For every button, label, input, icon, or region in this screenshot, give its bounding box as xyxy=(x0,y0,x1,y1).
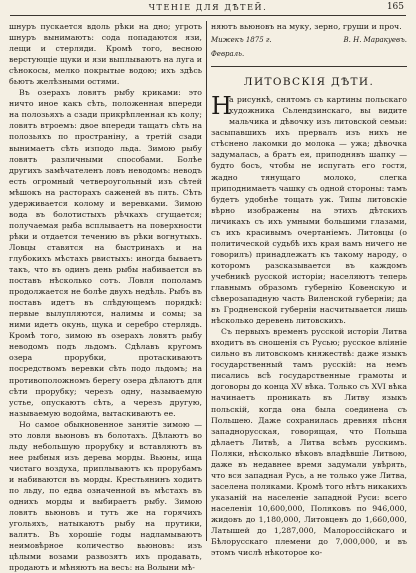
drop-cap: Н xyxy=(211,92,232,121)
article-title: ЛИТОВСКІЯ ДѢТИ. xyxy=(243,76,375,89)
right-column xyxy=(211,21,407,558)
running-header xyxy=(0,0,416,16)
left-paragraph-3: Но самое обыкновенное занятіе зимою — это ловля вьюновъ въ болотахъ. Дѣлаютъ во льду небольшую прорубку и вставляютъ въ нее рыбныя изъ дерева морды. Вьюны, ища чистаго воздуха, приплываютъ къ прорубамъ и набиваются въ морды. Крестьянинъ ходитъ по льду, по едва означенной въ мѣстахъ въ однихъ морды и выбираетъ рыбу. Зимою ловятъ вьюновъ и тутъ же на горячихъ угольяхъ, натыкаютъ рыбу на прутики, валятъ. Въ хорошіе годы надламываютъ неимовѣрное количество вьюновъ: изъ цѣлыми возами развозятъ ихъ продавать, продаютъ и мѣняютъ на весъ: на Волыни мѣ- xyxy=(9,419,202,573)
right-paragraph-1 xyxy=(211,94,407,326)
right-paragraph-2: Съ первыхъ временъ русской исторіи Литва входитъ въ сношенія съ Русью; русское вліяніе сильно въ литовскомъ княжествѣ: даже языкъ государственный тамъ русскій: на немъ писались всѣ государственные грамоты и договоры до конца XV вѣка. Только съ XVI вѣка начинаетъ проникать въ Литву языкъ польскій, когда она была соединена съ Польшею. Даже сохранилась древняя пѣсня западнорусская, говорящая, что Польша дѣлаетъ Литвѣ, а Литва всѣмъ русскимъ. Поляки, нѣсколько вѣковъ владѣвшіе Литвою, даже въ недавнее время задумали увѣрять, что вся западная Русь, а не только уже Литва, заселена поляками. Кромѣ того нѣтъ никакихъ указаній на населеніе западной Руси: всего населенія 10,600,000, Поляковъ по 946,000, жидовъ до 1,180,000, Литовцевъ до 1,660,000, Латышей до 1,287,000, Малороссійскаго и Бѣлорусскаго племени до 7,000,000, и въ этомъ числѣ нѣкоторое ко- xyxy=(211,327,407,558)
header-rule xyxy=(10,15,406,16)
left-paragraph-2: Въ озерахъ ловятъ рыбу криками: это ничто иное какъ сѣть, положенная впереди на полозьяхъ а сзади прикрѣпленная къ колу; ловятъ втроемъ: двое впереди тащатъ сѣть на полозьяхъ по пространіну, а третій сзади вынимаетъ сѣть изподо льда. Зимою рыбу ловятъ различными способами. Болѣе другихъ замѣчателенъ ловъ неводомъ: неводъ есть огромный четвероугольный изъ сѣтей мѣшокъ на расторахъ саженей въ пять. Сѣть удерживается колому и веревками. Зимою вода въ болотистыхъ рѣчкахъ сгущается; получаемая рыба всплываетъ на поверхности рѣки и отдается течению въ рѣки вогнутыхъ. Ловцы ставятся на быстринахъ и на глубокихъ мѣстахъ рвистыхъ: иногда бываетъ такъ, что въ одинъ день рыбы набивается въ поставъ нѣсколько сотъ. Ловля пополамъ продолжается не болѣе двухъ недѣль. Рыбъ въ поставъ идетъ въ слѣдующемъ порядкѣ: первые вылупляются, налимы и сомы; за ними идетъ окунь, щука и серебро стерлядь. Кромѣ того, зимою въ озерахъ ловятъ рыбу неводомъ подъ льдомъ. Сдѣлавъ кругомъ озера прорубки, протаскиваютъ посредствомъ веревки сѣть подо льдомъ; на противоположномъ берегу озера дѣлаютъ для сѣти прорубку; черезъ одну, называемую устье, опускаютъ сѣть, а черезъ другую, называемую водойма, вытаскиваютъ ее. xyxy=(9,88,202,418)
left-column xyxy=(9,21,202,573)
right-paragraph-1-text: а рисункѣ, снятомъ съ картины польскаго художника Сьлендзинскаго, вы видите мальчика и дѣвочку изъ литовской семьи: засыпавшихъ ихъ прервалъ изъ нихъ не стѣснено лакомки до молока — ужа; дѣвочка задумалась, а братъ ея, приподнявъ шапку — будто босъ, чтобы не испугать его гостя, жадно тянущаго молоко, слегка приподнимаетъ чашку съ одной стороны: тамъ будетъ удобнѣе тощать уж. Типы литовскіе вѣрно изображены на этихъ дѣтскихъ личикахъ съ ихъ умными большими глазами, съ ихъ красивымъ очертаніемъ. Литовцы (о политической судьбѣ ихъ края вамъ ничего не говорилъ) принадлежатъ къ такому народу, о которомъ разсказывается въ каждомъ учебникѣ русской исторіи; населяютъ теперь главнымъ образомъ губернію Ковенскую и сѣверозападную часть Виленской губерніи; да въ Гродненской губерніи насчитывается лишь нѣсколько деревень литовскихъ. xyxy=(211,95,407,326)
signature-row xyxy=(211,35,407,46)
left-paragraph-1: шнуръ пускается вдоль рѣки на дно; угроть шнуръ вынимаютъ: сода попадаются язи, лещи и стерляди. Кромѣ того, весною верстующіе щуки и язи выплываютъ на луга и сѣнокосы, мелко покрытые водою; ихъ здѣсь бьютъ желѣзными остями. xyxy=(9,22,202,87)
signature-month-row xyxy=(211,49,407,60)
running-title: ЧТЕНІЕ ДЛЯ ДѢТЕЙ. xyxy=(148,3,268,12)
column-divider xyxy=(206,21,207,541)
section-rule xyxy=(211,66,407,67)
signature-author: В. Н. Маракуевъ. xyxy=(343,36,407,45)
signature-place-date: Мижекъ 1875 г. xyxy=(211,36,272,45)
right-continuation: няютъ вьюновъ на муку, зерно, груши и проч. xyxy=(211,22,402,31)
signature-month: Февраль. xyxy=(211,50,245,59)
page-number: 165 xyxy=(386,2,404,12)
